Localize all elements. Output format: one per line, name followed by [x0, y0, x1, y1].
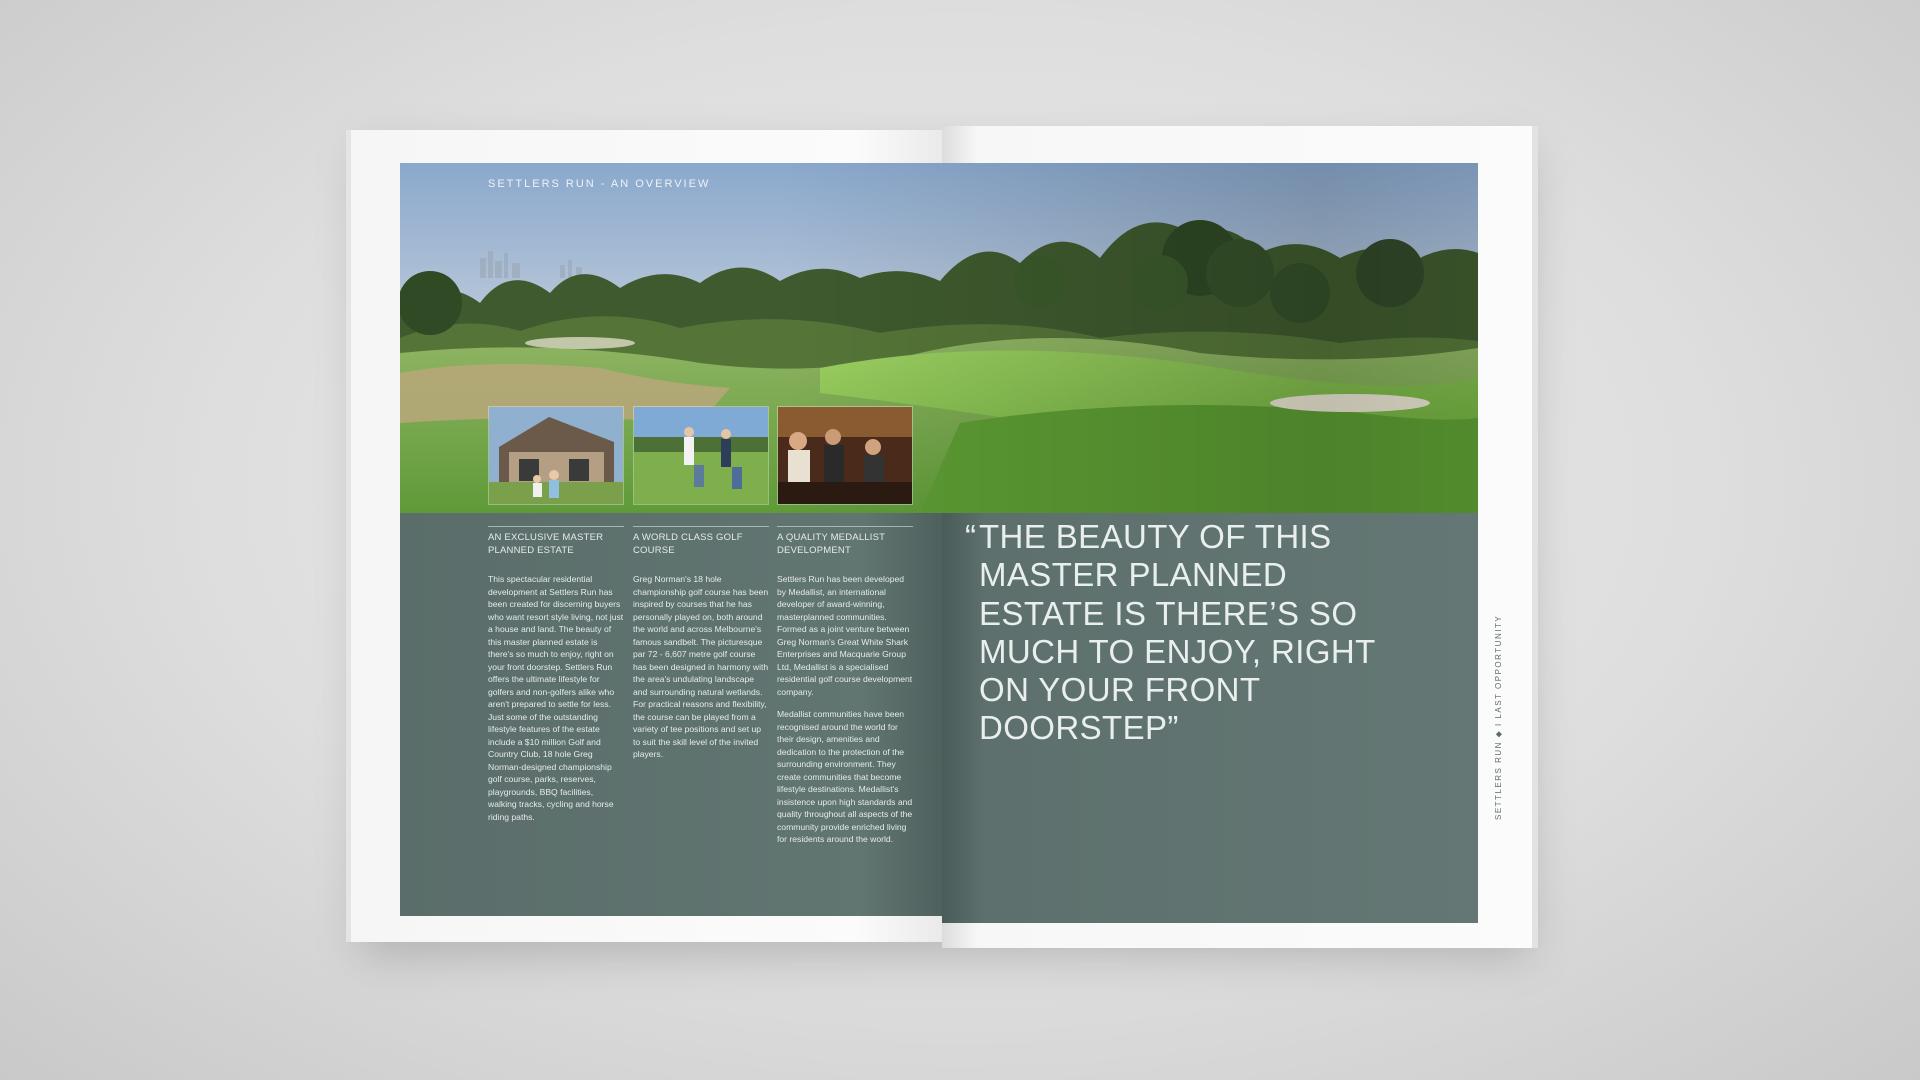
- column-paragraph: Greg Norman's 18 hole championship golf course has been inspired by courses that he has personally played on, both around the world and across Melbourne's famous sandbelt. The picturesque par 72 - 6,607 metre golf course has been designed in harmony with the area's undulating landscape and surrounding natural wetlands. For practical reasons and flexibility, the course can be played from a variety of tee positions and set up to suit the skill level of the invited players.: [633, 574, 769, 759]
- thumbnail-golfers: [633, 406, 769, 505]
- quote-open-mark: “: [965, 518, 977, 555]
- quote-text: THE BEAUTY OF THIS MASTER PLANNED ESTATE IS THERE’S SO MUCH TO ENJOY, RIGHT ON YOUR FRONT DOORSTEP”: [979, 518, 1376, 747]
- page-folio: SETTLERS RUN ◆ I LAST OPPORTUNITY: [1494, 614, 1503, 820]
- column-heading: A WORLD CLASS GOLF COURSE: [633, 532, 743, 556]
- column-golf-course: [633, 526, 769, 771]
- column-paragraph: Medallist communities have been recognised around the world for their design, amenities and dedication to the protection of the surrounding environment. They create communities that become lifestyle destinations. Medallist's insistence upon high standards and quality throughout all aspects of the community provide enriched living for residents around the world.: [777, 709, 913, 844]
- column-master-estate: [488, 526, 624, 833]
- column-rule: [777, 526, 913, 527]
- pull-quote: [965, 518, 1385, 748]
- column-rule: [488, 526, 624, 527]
- column-medallist: [777, 526, 913, 856]
- thumbnail-bar-scene: [777, 406, 913, 505]
- column-paragraph: Settlers Run has been developed by Medallist, an international developer of award-winning, masterplanned communities. Formed as a joint venture between Greg Norman's Great White Shark Enterprises and Macquarie Group Ltd, Medallist is a specialised residential golf course development company.: [777, 574, 913, 697]
- column-heading: A QUALITY MEDALLIST DEVELOPMENT: [777, 532, 885, 556]
- thumbnail-family-house: [488, 406, 624, 505]
- column-paragraph: This spectacular residential development at Settlers Run has been created for discerning buyers who want resort style living, not just a house and land. The beauty of this master planned estate is there's so much to enjoy, right on your front doorstep. Settlers Run offers the ultimate lifestyle for golfers and non-golfers alike who aren't prepared to settle for less. Just some of the outstanding lifestyle features of the estate include a $10 million Golf and Country Club, 18 hole Greg Norman-designed championship golf course, parks, reserves, playgrounds, BBQ facilities, walking tracks, cycling and horse riding paths.: [488, 574, 624, 822]
- section-label: SETTLERS RUN - AN OVERVIEW: [488, 178, 711, 190]
- column-heading: AN EXCLUSIVE MASTER PLANNED ESTATE: [488, 532, 604, 556]
- column-rule: [633, 526, 769, 527]
